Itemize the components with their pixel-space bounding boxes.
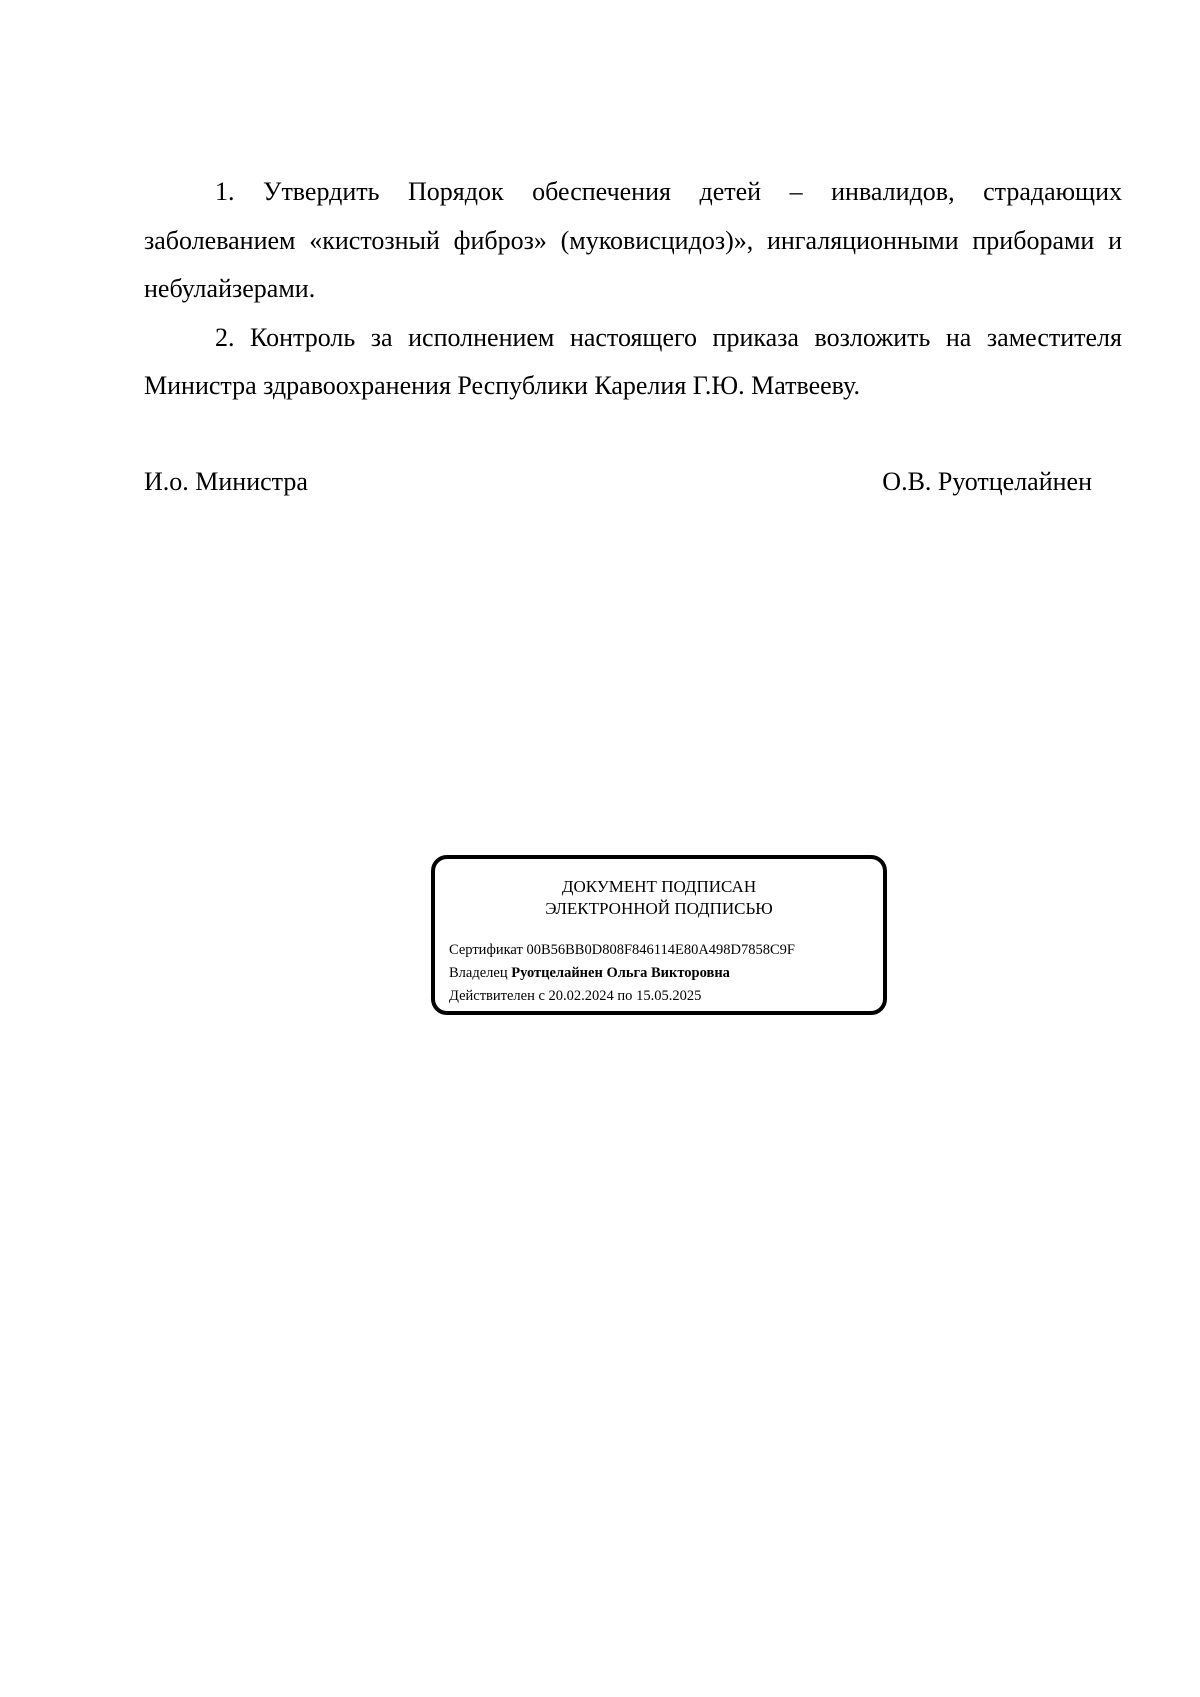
valid-from-label: с — [538, 988, 545, 1004]
certificate-label: Сертификат — [449, 942, 523, 958]
stamp-header — [435, 876, 883, 920]
electronic-signature-stamp — [431, 855, 887, 1015]
stamp-certificate-line — [449, 940, 795, 960]
signatory-name: О.В. Руотцелайнен — [882, 467, 1092, 496]
owner-value: Руотцелайнен Ольга Викторовна — [511, 965, 730, 981]
stamp-owner-line — [449, 963, 730, 983]
document-body — [144, 168, 1122, 411]
certificate-value: 00B56BB0D808F846114E80A498D7858C9F — [526, 942, 796, 958]
valid-label: Действителен — [449, 988, 535, 1004]
paragraph-1: 1. Утвердить Порядок обеспечения детей – инвалидов, страдающих заболеванием «кистозный фиброз» (муковисцидоз)», ингаляционными приборами и небулайзерами. — [144, 177, 1122, 303]
valid-to-label: по — [617, 988, 633, 1004]
paragraph-2: 2. Контроль за исполнением настоящего приказа возложить на заместителя Министра здравоохранения Республики Карелия Г.Ю. Матвееву. — [144, 322, 1122, 400]
stamp-header-line-2: ЭЛЕКТРОННОЙ ПОДПИСЬЮ — [545, 899, 773, 918]
stamp-header-line-1: ДОКУМЕНТ ПОДПИСАН — [561, 877, 757, 896]
signature-block — [144, 462, 1092, 502]
owner-label: Владелец — [449, 965, 508, 981]
valid-to-date: 15.05.2025 — [636, 988, 702, 1004]
signatory-position: И.о. Министра — [144, 467, 308, 496]
valid-from-date: 20.02.2024 — [548, 988, 614, 1004]
stamp-validity-line — [449, 986, 701, 1006]
